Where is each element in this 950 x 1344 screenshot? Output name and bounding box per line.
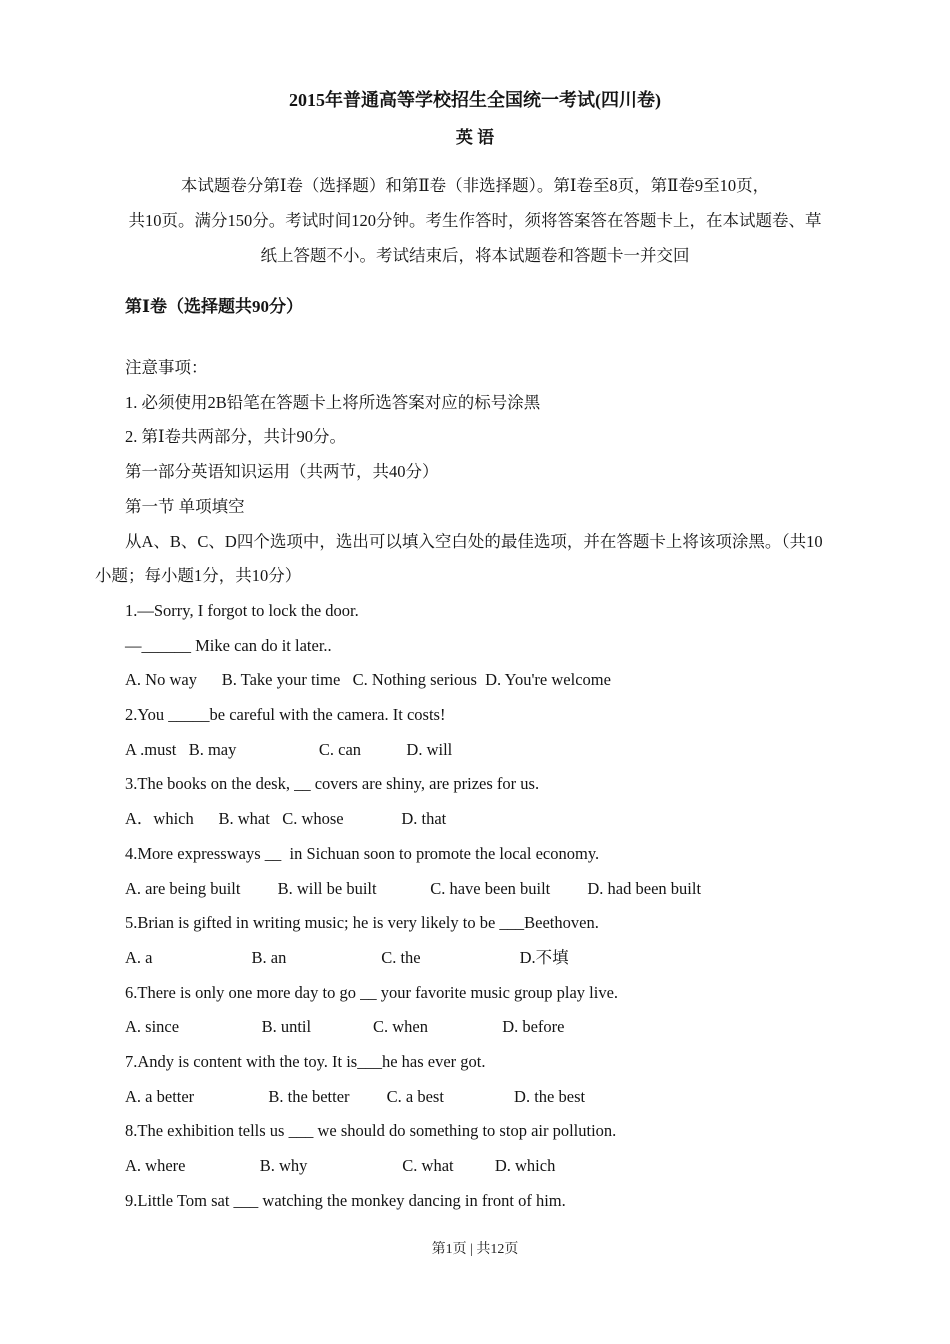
question-list xyxy=(95,594,855,1219)
question-line: A. where B. why C. what D. which xyxy=(125,1156,556,1176)
question-line: 5.Brian is gifted in writing music; he is very likely to be ___Beethoven. xyxy=(125,913,599,933)
question-line: 1.—Sorry, I forgot to lock the door. xyxy=(125,600,359,620)
note-line: 1. 必须使用2B铅笔在答题卡上将所选答案对应的标号涂黑 xyxy=(125,392,541,412)
intro-line: 本试题卷分第Ⅰ卷（选择题）和第Ⅱ卷（非选择题）。第Ⅰ卷至8页，第Ⅱ卷9至10页， xyxy=(180,176,770,195)
intro-line: 共10页。满分150分。考试时间120分钟。考生作答时，须将答案答在答题卡上，在本试题卷、草 xyxy=(128,211,822,230)
note-line: 小题；每小题1分，共10分） xyxy=(95,566,302,586)
exam-subject: 英 语 xyxy=(455,128,495,147)
note-line: 第一部分英语知识运用（共两节，共40分） xyxy=(125,462,439,482)
question-line: A. since B. until C. when D. before xyxy=(125,1017,565,1037)
question-line: 8.The exhibition tells us ___ we should do something to stop air pollution. xyxy=(125,1121,617,1141)
question-line: 2.You _____be careful with the camera. It costs! xyxy=(125,705,446,725)
question-line: —______ Mike can do it later.. xyxy=(125,635,332,655)
question-line: A. a better B. the better C. a best D. the best xyxy=(125,1086,586,1106)
exam-title: 2015年普通高等学校招生全国统一考试(四川卷) xyxy=(289,90,661,110)
note-line: 第一节 单项填空 xyxy=(125,496,245,516)
question-line: A. a B. an C. the D.不填 xyxy=(125,947,569,967)
question-line: A．which B. what C. whose D. that xyxy=(125,809,447,829)
question-line: A. No way B. Take your time C. Nothing serious D. You're welcome xyxy=(125,670,611,690)
question-line: 7.Andy is content with the toy. It is___he has ever got. xyxy=(125,1052,486,1072)
exam-intro-paragraph xyxy=(95,168,855,273)
intro-line: 纸上答题不小。考试结束后，将本试题卷和答题卡一并交回 xyxy=(260,246,690,265)
question-line: 3.The books on the desk, __ covers are shiny, are prizes for us. xyxy=(125,774,540,794)
question-line: 6.There is only one more day to go __ your favorite music group play live. xyxy=(125,982,619,1002)
notes-and-instructions xyxy=(95,351,855,594)
section-one-heading: 第Ⅰ卷（选择题共90分） xyxy=(125,297,303,316)
question-line: 4.More expressways __ in Sichuan soon to promote the local economy. xyxy=(125,843,600,863)
note-line: 注意事项： xyxy=(125,358,208,377)
page-footer: 第1页 | 共12页 xyxy=(431,1242,519,1257)
note-line: 2. 第Ⅰ卷共两部分，共计90分。 xyxy=(125,427,347,447)
note-line: 从A、B、C、D四个选项中，选出可以填入空白处的最佳选项，并在答题卡上将该项涂黑。（共10 xyxy=(125,531,823,551)
question-line: 9.Little Tom sat ___ watching the monkey dancing in front of him. xyxy=(125,1190,566,1210)
question-line: A .must B. may C. can D. will xyxy=(125,739,453,759)
question-line: A. are being built B. will be built C. have been built D. had been built xyxy=(125,878,702,898)
